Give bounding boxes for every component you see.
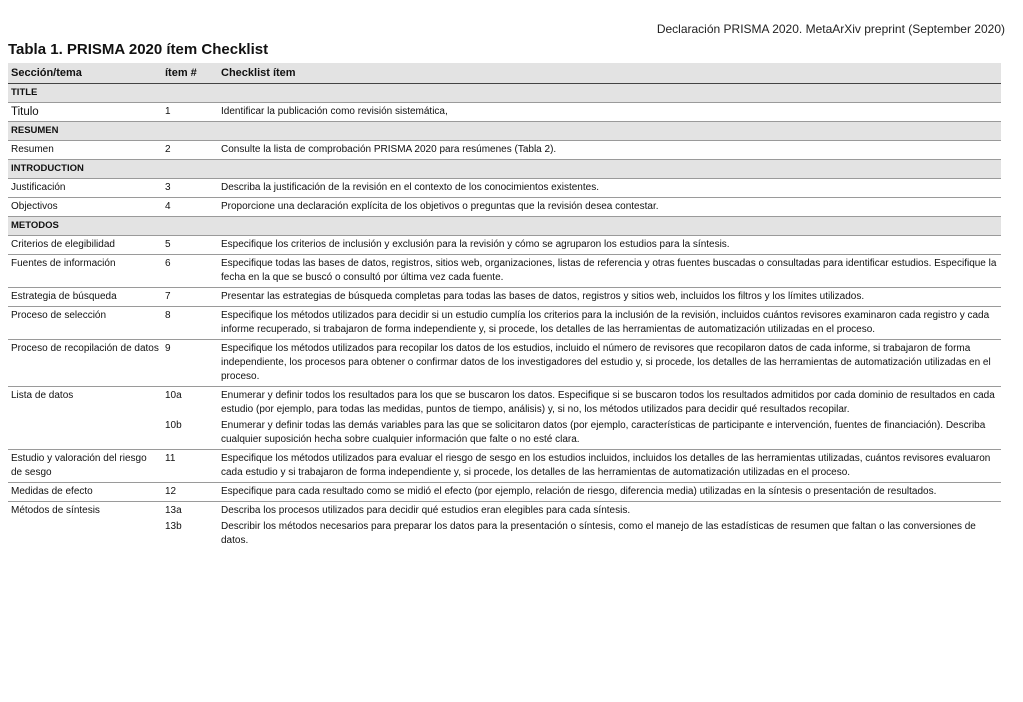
table-row [8, 141, 1001, 160]
topic-cell: Resumen [8, 141, 162, 160]
table-row [8, 288, 1001, 307]
item-number-cell: 5 [162, 236, 218, 255]
item-text-cell: Especifique todas las bases de datos, registros, sitios web, organizaciones, listas de referencia y otras fuentes buscadas o consultadas para identificar estudios. Especifique la fecha en la que se buscó o consultó por última vez cada fuente. [218, 255, 1001, 288]
item-number-cell: 13b [165, 521, 182, 532]
item-text-cell: Proporcione una declaración explícita de los objetivos o preguntas que la revisión desea contestar. [218, 198, 1001, 217]
item-number-cell: 13a [165, 505, 182, 516]
item-number-cell: 7 [162, 288, 218, 307]
table-row [8, 483, 1001, 502]
table-row [8, 450, 1001, 483]
table-header-row [8, 63, 1001, 84]
column-header-checklist-item: Checklist ítem [218, 63, 1001, 84]
item-number-cell: 10b [162, 417, 218, 450]
section-row-title [8, 84, 1001, 103]
table-row [8, 307, 1001, 340]
item-number-cell: 8 [162, 307, 218, 340]
item-text-cell: Describa los procesos utilizados para decidir qué estudios eran elegibles para cada síntesis. [221, 505, 631, 516]
table-row [8, 417, 1001, 450]
item-text-cell: Especifique los criterios de inclusión y exclusión para la revisión y cómo se agruparon los estudios para la síntesis. [218, 236, 1001, 255]
section-label: TITLE [8, 84, 1001, 103]
item-text-cell: Consulte la lista de comprobación PRISMA 2020 para resúmenes (Tabla 2). [218, 141, 1001, 160]
topic-cell: Titulo [8, 103, 162, 122]
topic-cell: Medidas de efecto [8, 483, 162, 502]
column-header-item-number: ítem # [162, 63, 218, 84]
item-number-cell: 4 [162, 198, 218, 217]
table-row [8, 255, 1001, 288]
item-text-cell: Identificar la publicación como revisión sistemática, [218, 103, 1001, 122]
item-number-cell: 11 [162, 450, 218, 483]
section-label: RESUMEN [8, 122, 1001, 141]
column-header-topic: Sección/tema [8, 63, 162, 84]
item-text-cell: Enumerar y definir todos los resultados para los que se buscaron los datos. Especifique si se buscaron todos los resultados admitidos por cada dominio de resultados en cada estudio (por ejemplo, para todas las medidas, puntos de tiempo, análisis) y, si no, los métodos utilizados para decidir qué resultados recopilar. [221, 390, 995, 415]
topic-cell: Estudio y valoración del riesgo de sesgo [8, 450, 162, 483]
section-row-metodos [8, 217, 1001, 236]
item-number-cell: 1 [162, 103, 218, 122]
table-title: Tabla 1. PRISMA 2020 ítem Checklist [8, 41, 269, 58]
item-number-cell: 3 [162, 179, 218, 198]
item-number-cell: 6 [162, 255, 218, 288]
item-text-cell: Describir los métodos necesarios para preparar los datos para la presentación o síntesis, como el manejo de las estadísticas de resumen que faltan o las conversiones de datos. [221, 521, 976, 546]
item-text-cell: Enumerar y definir todas las demás variables para las que se solicitaron datos (por ejemplo, características de participante e intervención, fuentes de financiación). Describa cualquier suposición hecha sobre cualquier información que falte o no esté clara. [218, 417, 1001, 450]
section-label: METODOS [8, 217, 1001, 236]
section-row-introduction [8, 160, 1001, 179]
table-row [8, 103, 1001, 122]
topic-cell: Proceso de recopilación de datos [8, 340, 162, 387]
item-text-cell: Especifique los métodos utilizados para evaluar el riesgo de sesgo en los estudios incluidos, incluidos los detalles de las herramientas utilizadas, cuántos revisores evaluaron cada estudio y si trabajaron de forma independiente y, si procede, los detalles de las herramientas de automatización utilizadas en el proceso. [218, 450, 1001, 483]
topic-cell: Fuentes de información [8, 255, 162, 288]
topic-cell: Lista de datos [11, 390, 74, 401]
topic-cell [8, 417, 162, 450]
table-row [8, 518, 1001, 550]
item-text-cell: Especifique los métodos utilizados para recopilar los datos de los estudios, incluido el número de revisores que recopilaron datos de cada informe, si trabajaron de forma independiente, los procesos para obtener o confirmar datos de los investigadores del estudio y, si procede, los detalles de las herramientas de automatización utilizadas en el proceso. [218, 340, 1001, 387]
running-head: Declaración PRISMA 2020. MetaArXiv preprint (September 2020) [656, 22, 1005, 36]
topic-cell: Criterios de elegibilidad [8, 236, 162, 255]
table-row [8, 179, 1001, 198]
section-label: INTRODUCTION [8, 160, 1001, 179]
checklist-table [8, 63, 1001, 550]
topic-cell: Estrategia de búsqueda [8, 288, 162, 307]
table-row [8, 502, 1001, 519]
section-row-resumen [8, 122, 1001, 141]
table-row [8, 340, 1001, 387]
item-text-cell: Presentar las estrategias de búsqueda completas para todas las bases de datos, registros y sitios web, incluidos los filtros y los límites utilizados. [218, 288, 1001, 307]
item-text-cell: Describa la justificación de la revisión en el contexto de los conocimientos existentes. [218, 179, 1001, 198]
table-row [8, 198, 1001, 217]
item-text-cell: Especifique los métodos utilizados para decidir si un estudio cumplía los criterios para la inclusión de la revisión, incluidos cuántos revisores examinaron cada registro y cada informe recuperado, si trabajaron de forma independiente y, si procede, los detalles de las herramientas de automatización utilizadas en el proceso. [218, 307, 1001, 340]
topic-cell: Justificación [8, 179, 162, 198]
topic-cell: Objectivos [8, 198, 162, 217]
topic-cell: Métodos de síntesis [11, 505, 100, 516]
item-number-cell: 9 [162, 340, 218, 387]
item-number-cell: 12 [162, 483, 218, 502]
item-number-cell: 2 [162, 141, 218, 160]
item-text-cell: Especifique para cada resultado como se midió el efecto (por ejemplo, relación de riesgo, diferencia media) utilizadas en la síntesis o presentación de resultados. [218, 483, 1001, 502]
item-number-cell: 10a [165, 390, 182, 401]
table-row [8, 387, 1001, 418]
table-row [8, 236, 1001, 255]
topic-cell [8, 518, 162, 550]
topic-cell: Proceso de selección [8, 307, 162, 340]
